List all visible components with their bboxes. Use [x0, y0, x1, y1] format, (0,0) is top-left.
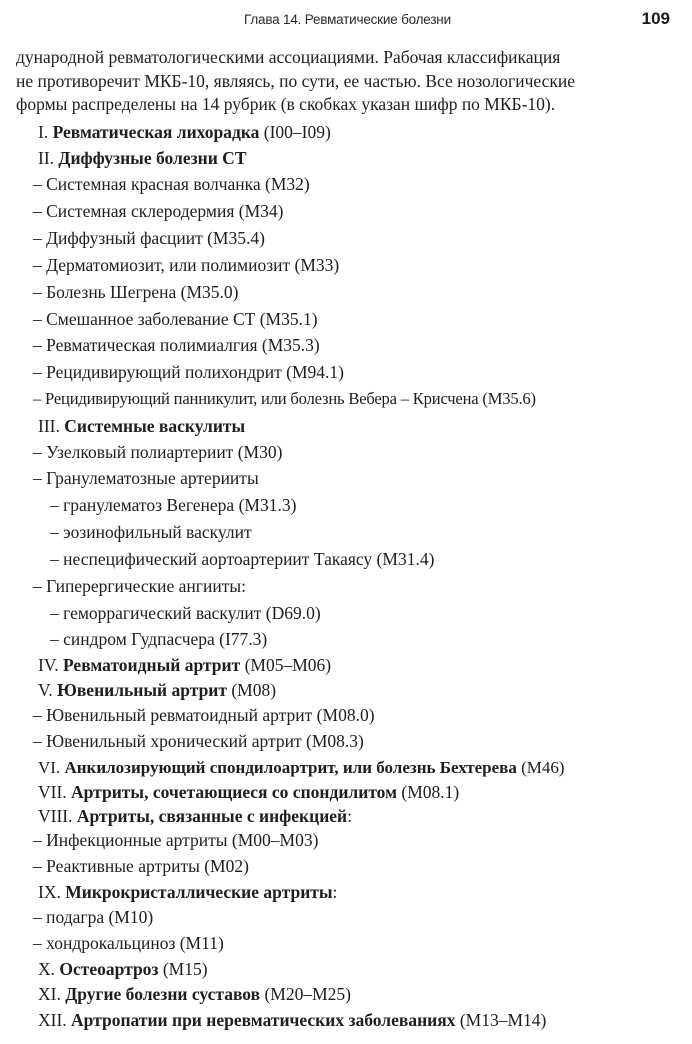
intro-line: не противоречит МКБ-10, являясь, по сути, ее частью. Все нозологические — [16, 70, 576, 91]
list-item: – подагра (М10) — [33, 907, 154, 927]
list-item: – неспецифический аортоартериит Такаясу (М31.4) — [50, 549, 435, 569]
list-item: – Рецидивирующий полихондрит (М94.1) — [33, 362, 345, 382]
list-item: – Узелковый полиартериит (М30) — [33, 442, 283, 462]
list-item: – геморрагический васкулит (D69.0) — [50, 603, 321, 623]
list-item: – Болезнь Шегрена (М35.0) — [33, 282, 239, 302]
list-item: – Инфекционные артриты (М00–М03) — [33, 830, 319, 850]
intro-line: дународной ревматологическими ассоциациями. Рабочая классификация — [16, 47, 561, 67]
list-item: – Гранулематозные артерииты — [33, 468, 259, 488]
list-item: III. Системные васкулиты — [38, 416, 246, 436]
intro-line: формы распределены на 14 рубрик (в скобках указан шифр по МКБ-10). — [16, 94, 556, 114]
page-header — [0, 9, 692, 31]
list-item: VI. Анкилозирующий спондилоартрит, или болезнь Бехтерева (М46) — [38, 758, 565, 777]
list-item: – Смешанное заболевание СТ (М35.1) — [33, 309, 318, 329]
list-item: XII. Артропатии при неревматических заболеваниях (М13–М14) — [38, 1010, 547, 1030]
list-item: V. Ювенильный артрит (М08) — [38, 680, 277, 700]
page-number: 109 — [641, 9, 670, 28]
list-item: IV. Ревматоидный артрит (М05–М06) — [38, 655, 332, 675]
list-item: – хондрокальциноз (М11) — [33, 933, 224, 953]
list-item: – Ювенильный ревматоидный артрит (М08.0) — [33, 705, 375, 725]
list-item: IX. Микрокристаллические артриты: — [38, 882, 338, 902]
running-title: Глава 14. Ревматические болезни — [244, 12, 451, 27]
list-item: – гранулематоз Вегенера (М31.3) — [50, 495, 297, 515]
list-item: – Системная красная волчанка (М32) — [33, 174, 310, 194]
list-item: – Рецидивирующий панникулит, или болезнь Вебера – Крисчена (М35.6) — [33, 389, 536, 408]
list-item: X. Остеоартроз (М15) — [38, 959, 208, 979]
list-item: – Ювенильный хронический артрит (М08.3) — [33, 731, 364, 751]
intro-paragraph — [16, 46, 676, 117]
list-item: VIII. Артриты, связанные с инфекцией: — [38, 806, 353, 826]
list-item: – Системная склеродермия (М34) — [33, 201, 284, 221]
list-item: – эозинофильный васкулит — [50, 522, 252, 542]
list-item: – Ревматическая полимиалгия (М35.3) — [33, 335, 320, 355]
list-item: – Дерматомиозит, или полимиозит (М33) — [33, 255, 340, 275]
list-item: – Гиперергические ангииты: — [33, 576, 246, 596]
list-item: VII. Артриты, сочетающиеся со спондилитом (М08.1) — [38, 782, 460, 802]
list-item: I. Ревматическая лихорадка (I00–I09) — [38, 122, 331, 142]
list-item: – синдром Гудпасчера (I77.3) — [50, 629, 268, 649]
list-item: XI. Другие болезни суставов (М20–М25) — [38, 984, 351, 1004]
list-item: – Реактивные артриты (М02) — [33, 856, 249, 876]
list-item: – Диффузный фасциит (М35.4) — [33, 228, 265, 248]
list-item: II. Диффузные болезни СТ — [38, 148, 247, 168]
